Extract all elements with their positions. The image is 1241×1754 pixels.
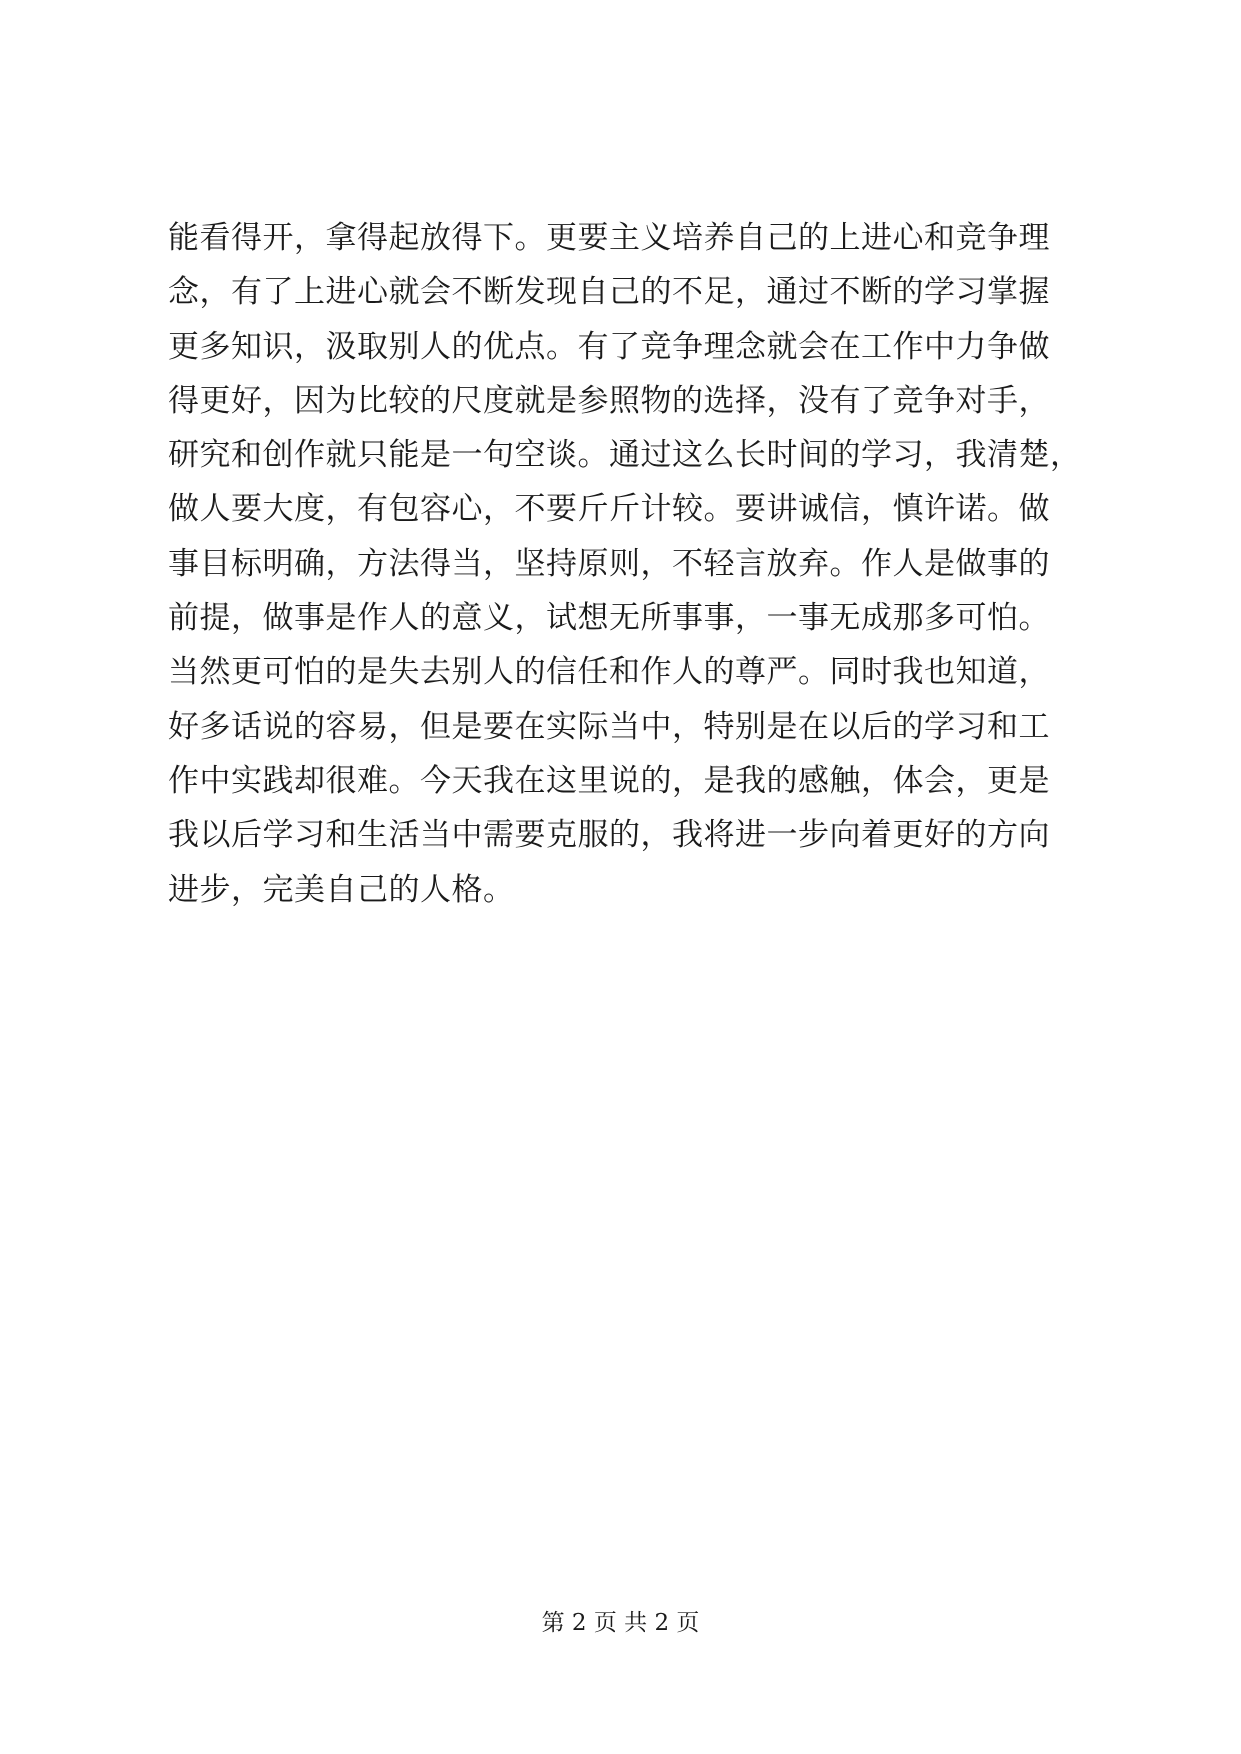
text-line: 得更好，因为比较的尺度就是参照物的选择，没有了竞争对手， xyxy=(168,382,1050,419)
text-line: 我以后学习和生活当中需要克服的，我将进一步向着更好的方向 xyxy=(168,817,1050,854)
text-line: 进步，完美自己的人格。 xyxy=(168,871,515,908)
text-line: 念，有了上进心就会不断发现自己的不足，通过不断的学习掌握 xyxy=(168,274,1050,311)
text-line: 前提，做事是作人的意义，试想无所事事，一事无成那多可怕。 xyxy=(168,600,1050,637)
text-line: 能看得开，拿得起放得下。更要主义培养自己的上进心和竞争理 xyxy=(168,220,1050,256)
page-footer xyxy=(0,1608,1241,1638)
text-line: 好多话说的容易，但是要在实际当中，特别是在以后的学习和工 xyxy=(168,708,1050,745)
text-line: 作中实践却很难。今天我在这里说的，是我的感触，体会，更是 xyxy=(168,762,1050,799)
body-paragraph xyxy=(168,211,1088,917)
text-line: 当然更可怕的是失去别人的信任和作人的尊严。同时我也知道， xyxy=(168,654,1050,691)
page-number-label: 第 2 页 共 2 页 xyxy=(541,1610,700,1636)
text-line: 研究和创作就只能是一句空谈。通过这么长时间的学习，我清楚， xyxy=(168,437,1082,474)
text-line: 做人要大度，有包容心，不要斤斤计较。要讲诚信，慎许诺。做 xyxy=(168,491,1050,528)
text-line: 更多知识，汲取别人的优点。有了竞争理念就会在工作中力争做 xyxy=(168,328,1050,365)
text-line: 事目标明确，方法得当，坚持原则，不轻言放弃。作人是做事的 xyxy=(168,545,1050,582)
